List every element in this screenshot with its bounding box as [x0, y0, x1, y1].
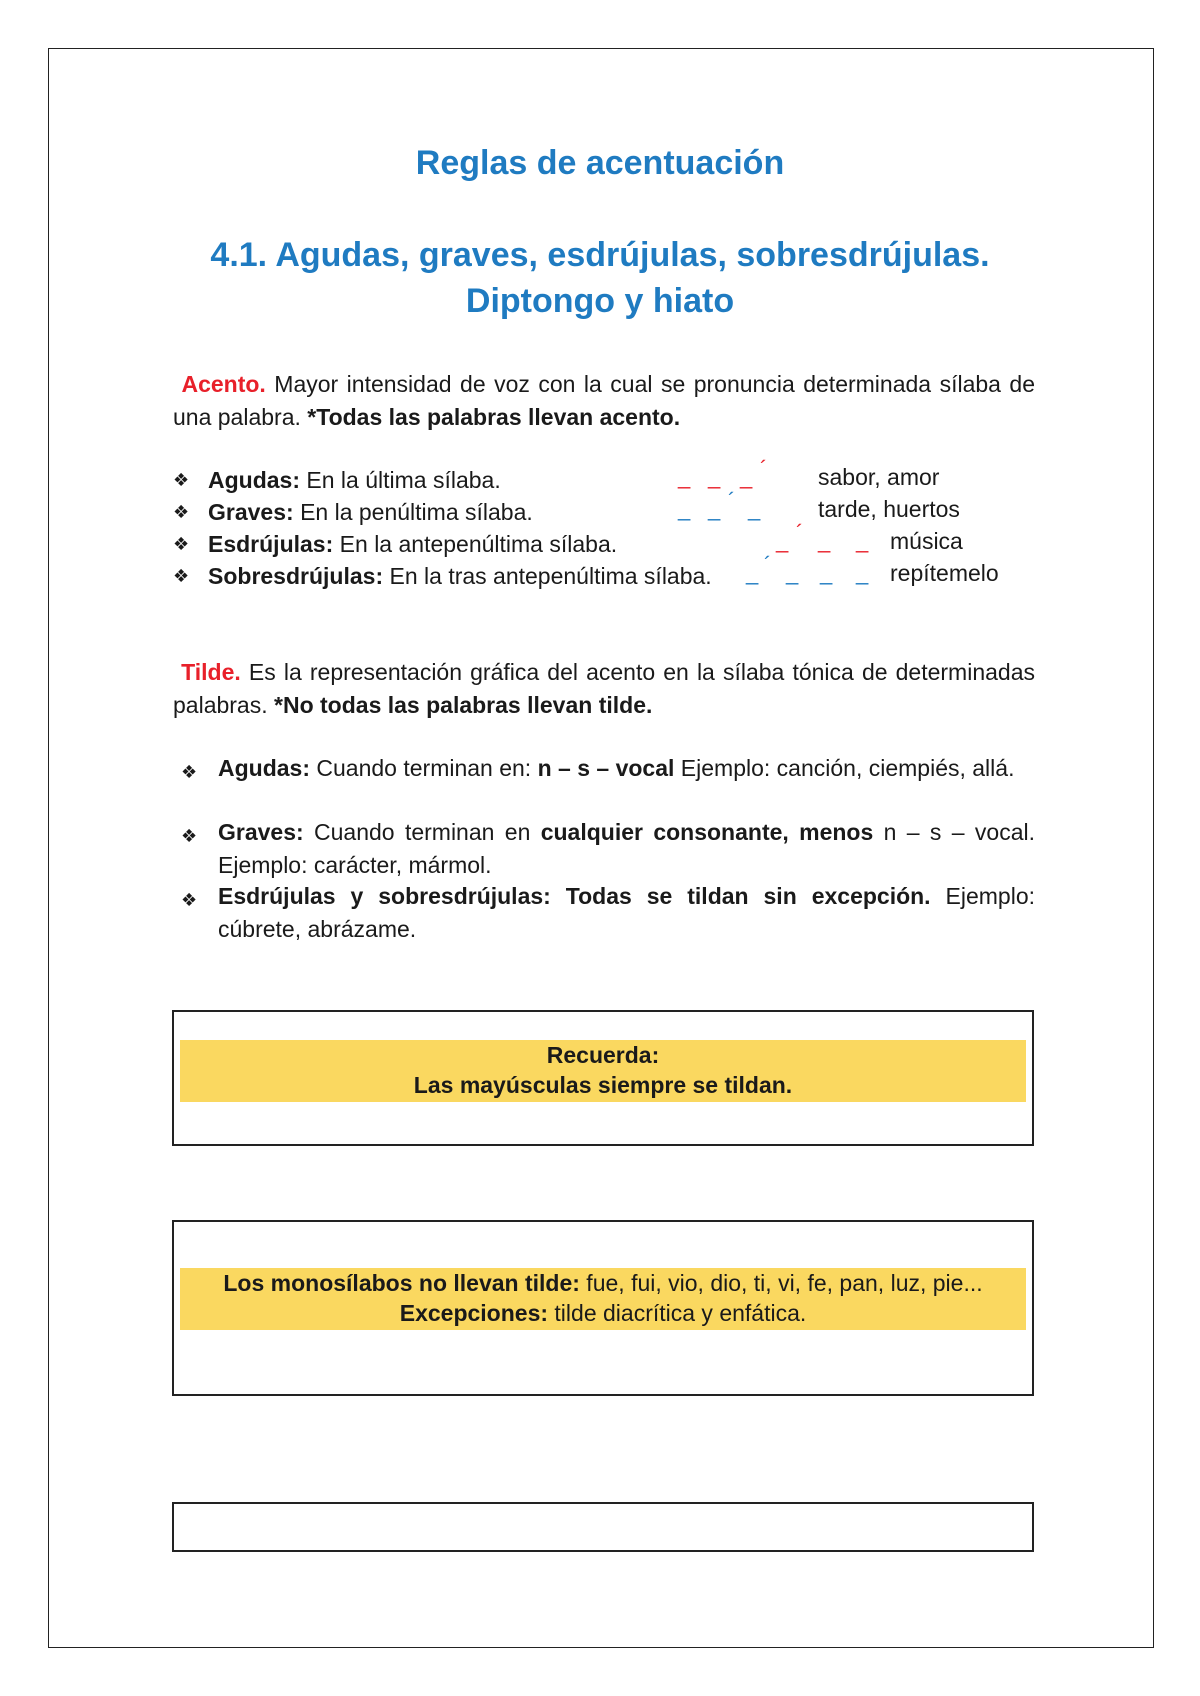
exceptions-label: Excepciones: — [399, 1300, 549, 1326]
diamond-bullet-icon: ❖ — [173, 470, 190, 490]
monosyllable-examples: fue, fui, vio, dio, ti, vi, fe, pan, luz, pie... — [579, 1270, 983, 1296]
syllable-dash: _ — [708, 464, 721, 489]
acento-term: Acento. — [181, 371, 266, 397]
acento-emphasis: *Todas las palabras llevan acento. — [307, 404, 681, 430]
list-item-sep: : — [286, 499, 301, 525]
exceptions-line — [180, 1298, 1026, 1328]
rule-term: Esdrújulas y sobresdrújulas: — [218, 883, 551, 909]
diamond-bullet-icon: ❖ — [181, 826, 198, 846]
syllable-dash: _ — [856, 560, 869, 585]
example-graves: tarde, huertos — [818, 496, 960, 522]
accent-mark: ´ — [760, 456, 768, 481]
rule-example: n – s – vocal. Ejemplo: carácter, mármol. — [218, 819, 1035, 878]
list-item — [208, 560, 712, 592]
list-item-term: Agudas — [208, 467, 293, 493]
diamond-bullet-icon: ❖ — [173, 502, 190, 522]
list-item-sep: : — [292, 467, 307, 493]
syllable-dash: _ — [746, 560, 759, 585]
list-item-text: En la última sílaba. — [306, 467, 501, 493]
reminder-highlight — [180, 1040, 1026, 1102]
list-item-term: Sobresdrújulas — [208, 563, 376, 589]
syllable-dash: _ — [748, 496, 761, 521]
syllable-dash: _ — [776, 528, 789, 553]
syllable-dash: _ — [678, 464, 691, 489]
syllable-dash: _ — [740, 464, 753, 489]
diamond-bullet-icon: ❖ — [181, 762, 198, 782]
tilde-emphasis: *No todas las palabras llevan tilde. — [274, 692, 653, 718]
reminder-text: Las mayúsculas siempre se tildan. — [413, 1072, 793, 1098]
list-item — [208, 528, 617, 560]
list-item-term: Graves — [208, 499, 287, 525]
rule-term: Graves: — [218, 819, 304, 845]
accent-mark: ´ — [796, 520, 804, 545]
tilde-term: Tilde. — [181, 659, 241, 685]
rule-text: Cuando terminan en: — [310, 755, 538, 781]
syllable-dash: _ — [678, 496, 691, 521]
list-item-text: En la antepenúltima sílaba. — [339, 531, 618, 557]
list-item-term: Esdrújulas — [208, 531, 326, 557]
subtitle-line-1: 4.1. Agudas, graves, esdrújulas, sobresdrújulas. — [210, 236, 990, 274]
diamond-bullet-icon: ❖ — [173, 566, 190, 586]
example-sobresdrujulas: repítemelo — [890, 560, 999, 586]
list-item-sep: : — [325, 531, 340, 557]
syllable-dash: _ — [818, 528, 831, 553]
acento-definition — [173, 368, 1035, 434]
list-item-sep: : — [375, 563, 390, 589]
syllable-dash: _ — [708, 496, 721, 521]
monosyllable-line — [180, 1268, 1026, 1298]
subtitle-line-2: Diptongo y hiato — [465, 282, 735, 320]
page-title: Reglas de acentuación — [415, 144, 785, 182]
rule-emphasis: Todas se tildan sin excepción. — [565, 883, 931, 909]
rule-emphasis: n – s – vocal — [537, 755, 675, 781]
acento-text: Mayor intensidad de voz con la cual se pronuncia determinada sílaba de una palabra. — [173, 371, 1036, 430]
tilde-definition — [173, 656, 1035, 722]
exceptions-text: tilde diacrítica y enfática. — [548, 1300, 807, 1326]
diamond-bullet-icon: ❖ — [173, 534, 190, 554]
tilde-text: Es la representación gráfica del acento en la sílaba tónica de determinadas palabras. — [173, 659, 1035, 718]
empty-box — [172, 1502, 1034, 1552]
rule-example: Ejemplo: cúbrete, abrázame. — [218, 883, 1036, 942]
monosyllable-highlight — [180, 1268, 1026, 1330]
tilde-rule-agudas — [218, 752, 1035, 785]
diamond-bullet-icon: ❖ — [181, 890, 198, 910]
syllable-dash: _ — [820, 560, 833, 585]
rule-example: Ejemplo: canción, ciempiés, allá. — [674, 755, 1015, 781]
reminder-heading: Recuerda: — [546, 1042, 660, 1068]
example-agudas: sabor, amor — [818, 464, 940, 490]
rule-text — [551, 883, 566, 909]
page-subtitle — [0, 232, 1200, 324]
example-esdrujulas: música — [890, 528, 963, 554]
accent-mark: ´ — [728, 488, 736, 513]
list-item-text: En la penúltima sílaba. — [300, 499, 533, 525]
rule-text: Cuando terminan en — [303, 819, 541, 845]
list-item-text: En la tras antepenúltima sílaba. — [389, 563, 712, 589]
rule-term: Agudas: — [218, 755, 310, 781]
syllable-dash: _ — [786, 560, 799, 585]
syllable-dash: _ — [856, 528, 869, 553]
tilde-rule-esdrujulas — [218, 880, 1035, 946]
tilde-rule-graves — [218, 816, 1035, 882]
accent-mark: ´ — [764, 552, 772, 577]
list-item — [208, 464, 501, 496]
rule-emphasis: cualquier consonante, menos — [540, 819, 874, 845]
monosyllable-rule: Los monosílabos no llevan tilde: — [223, 1270, 580, 1296]
list-item — [208, 496, 533, 528]
